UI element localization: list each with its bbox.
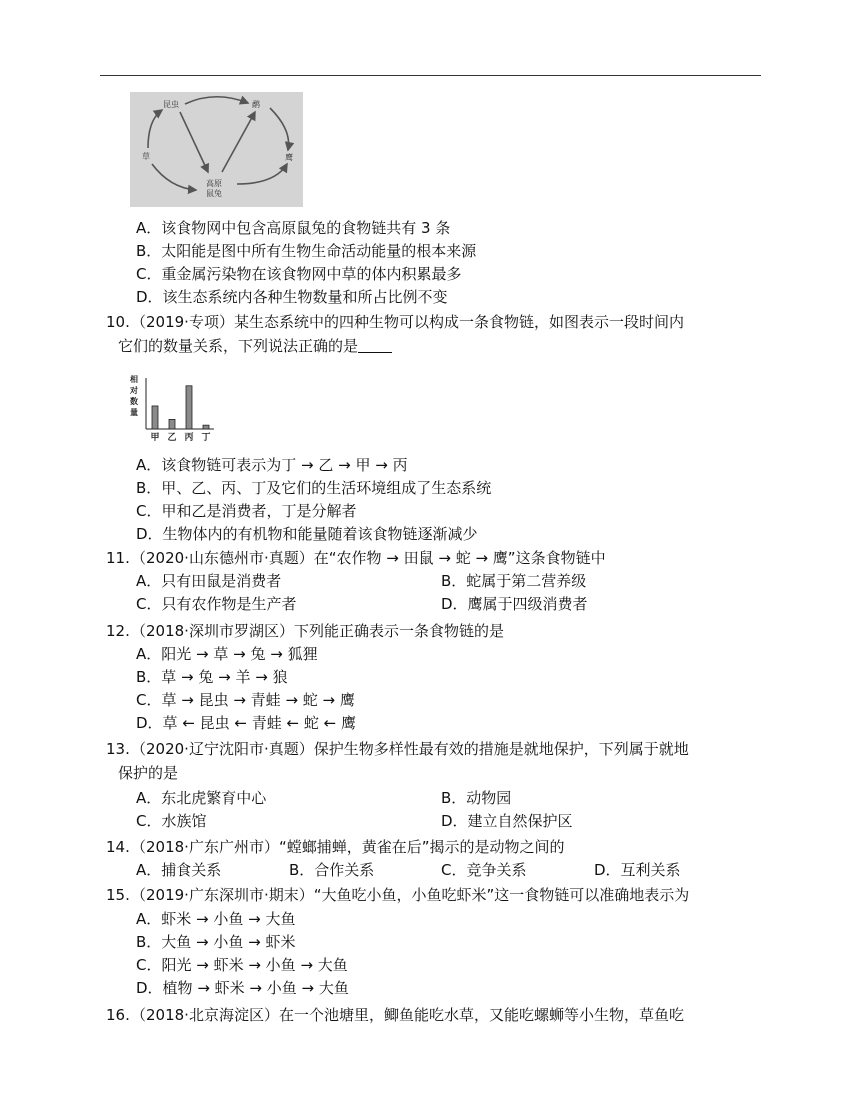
q13-stem-line1: （2020·辽宁沈阳市·真题）保护生物多样性最有效的措施是就地保护，下列属于就地 (131, 740, 689, 758)
y-label-char-2: 对 (130, 386, 138, 395)
q10-stem-line1: （2019·专项）某生态系统中的四种生物可以构成一条食物链，如图表示一段时间内 (131, 313, 684, 331)
q15-number: 15. (106, 886, 130, 904)
q12-number: 12. (106, 622, 130, 640)
bar-2 (169, 419, 175, 429)
q14-option-d: D．互利关系 (594, 861, 681, 879)
q10-number: 10. (106, 313, 130, 331)
q16-number: 16. (106, 1006, 130, 1024)
q13-option-c: C．水族馆 (136, 812, 207, 830)
food-web-figure (130, 92, 303, 207)
x-tick-label-1: 甲 (150, 433, 160, 443)
bar-1 (152, 406, 158, 429)
q12-option-d: D．草 ← 昆虫 ← 青蛙 ← 蛇 ← 鹰 (136, 714, 356, 732)
q12-option-b: B．草 → 兔 → 羊 → 狼 (136, 668, 288, 686)
q12-stem: （2018·深圳市罗湖区）下列能正确表示一条食物链的是 (131, 622, 504, 640)
y-label-char-1: 相 (130, 375, 138, 384)
q11-stem: （2020·山东德州市·真题）在“农作物 → 田鼠 → 蛇 → 鹰”这条食物链中 (131, 549, 606, 567)
y-label-char-3: 数 (130, 397, 138, 406)
q12-option-a: A．阳光 → 草 → 兔 → 狐狸 (136, 645, 318, 663)
q14-number: 14. (106, 838, 130, 856)
q11-option-c: C．只有农作物是生产者 (136, 595, 297, 613)
q14-option-a: A．捕食关系 (136, 861, 222, 879)
q9-option-d: D．该生态系统内各种生物数量和所占比例不变 (136, 288, 448, 306)
q14-option-c: C．竞争关系 (441, 861, 527, 879)
node-grass: 草 (142, 152, 150, 161)
q13-option-a: A．东北虎繁育中心 (136, 789, 267, 807)
q11-option-b: B．蛇属于第二营养级 (441, 572, 587, 590)
q10-stem-line2: 它们的数量关系，下列说法正确的是 (118, 335, 392, 357)
q15-option-c: C．阳光 → 虾米 → 小鱼 → 大鱼 (136, 956, 348, 974)
q11-option-a: A．只有田鼠是消费者 (136, 572, 282, 590)
answer-blank (358, 338, 392, 353)
q15-option-a: A．虾米 → 小鱼 → 大鱼 (136, 910, 296, 928)
relative-quantity-chart (130, 374, 220, 444)
q11-number: 11. (106, 549, 130, 567)
header-rule (100, 75, 761, 76)
q13-stem-line2: 保护的是 (118, 764, 179, 782)
x-tick-label-2: 乙 (167, 433, 177, 443)
bar-4 (203, 425, 209, 429)
x-tick-label-3: 丙 (184, 433, 194, 443)
q15-option-d: D．植物 → 虾米 → 小鱼 → 大鱼 (136, 979, 349, 997)
q9-option-a: A．该食物网中包含高原鼠兔的食物链共有 3 条 (136, 219, 451, 237)
q10-option-b: B．甲、乙、丙、丁及它们的生活环境组成了生态系统 (136, 479, 492, 497)
q15-option-b: B．大鱼 → 小鱼 → 虾米 (136, 933, 296, 951)
q12-option-c: C．草 → 昆虫 → 青蛙 → 蛇 → 鹰 (136, 691, 355, 709)
q9-option-c: C．重金属污染物在该食物网中草的体内积累最多 (136, 265, 462, 283)
node-rabbit-line1: 高原 (206, 179, 222, 188)
bar-3 (186, 386, 192, 429)
q9-option-b: B．太阳能是图中所有生物生命活动能量的根本来源 (136, 242, 477, 260)
q10-option-a: A．该食物链可表示为丁 → 乙 → 甲 → 丙 (136, 456, 408, 474)
q14-option-b: B．合作关系 (289, 861, 375, 879)
node-hawk: 鹰 (285, 153, 293, 162)
q13-option-d: D．建立自然保护区 (441, 812, 573, 830)
q13-number: 13. (106, 740, 130, 758)
q13-option-b: B．动物园 (441, 789, 512, 807)
q10-option-d: D．生物体内的有机物和能量随着该食物链逐渐减少 (136, 525, 478, 543)
y-label-char-4: 量 (130, 408, 138, 417)
q16-stem: （2018·北京海淀区）在一个池塘里，鲫鱼能吃水草，又能吃螺蛳等小生物，草鱼吃 (131, 1006, 684, 1024)
q11-option-d: D．鹰属于四级消费者 (441, 595, 588, 613)
x-tick-label-4: 丁 (201, 433, 211, 443)
node-insect: 昆虫 (163, 100, 179, 109)
node-rabbit-line2: 鼠兔 (206, 189, 222, 198)
q14-stem: （2018·广东广州市）“螳螂捕蝉，黄雀在后”揭示的是动物之间的 (131, 838, 565, 856)
q10-option-c: C．甲和乙是消费者，丁是分解者 (136, 502, 357, 520)
node-bird: 鹬 (252, 100, 260, 109)
q15-stem: （2019·广东深圳市·期末）“大鱼吃小鱼，小鱼吃虾米”这一食物链可以准确地表示为 (131, 886, 690, 904)
